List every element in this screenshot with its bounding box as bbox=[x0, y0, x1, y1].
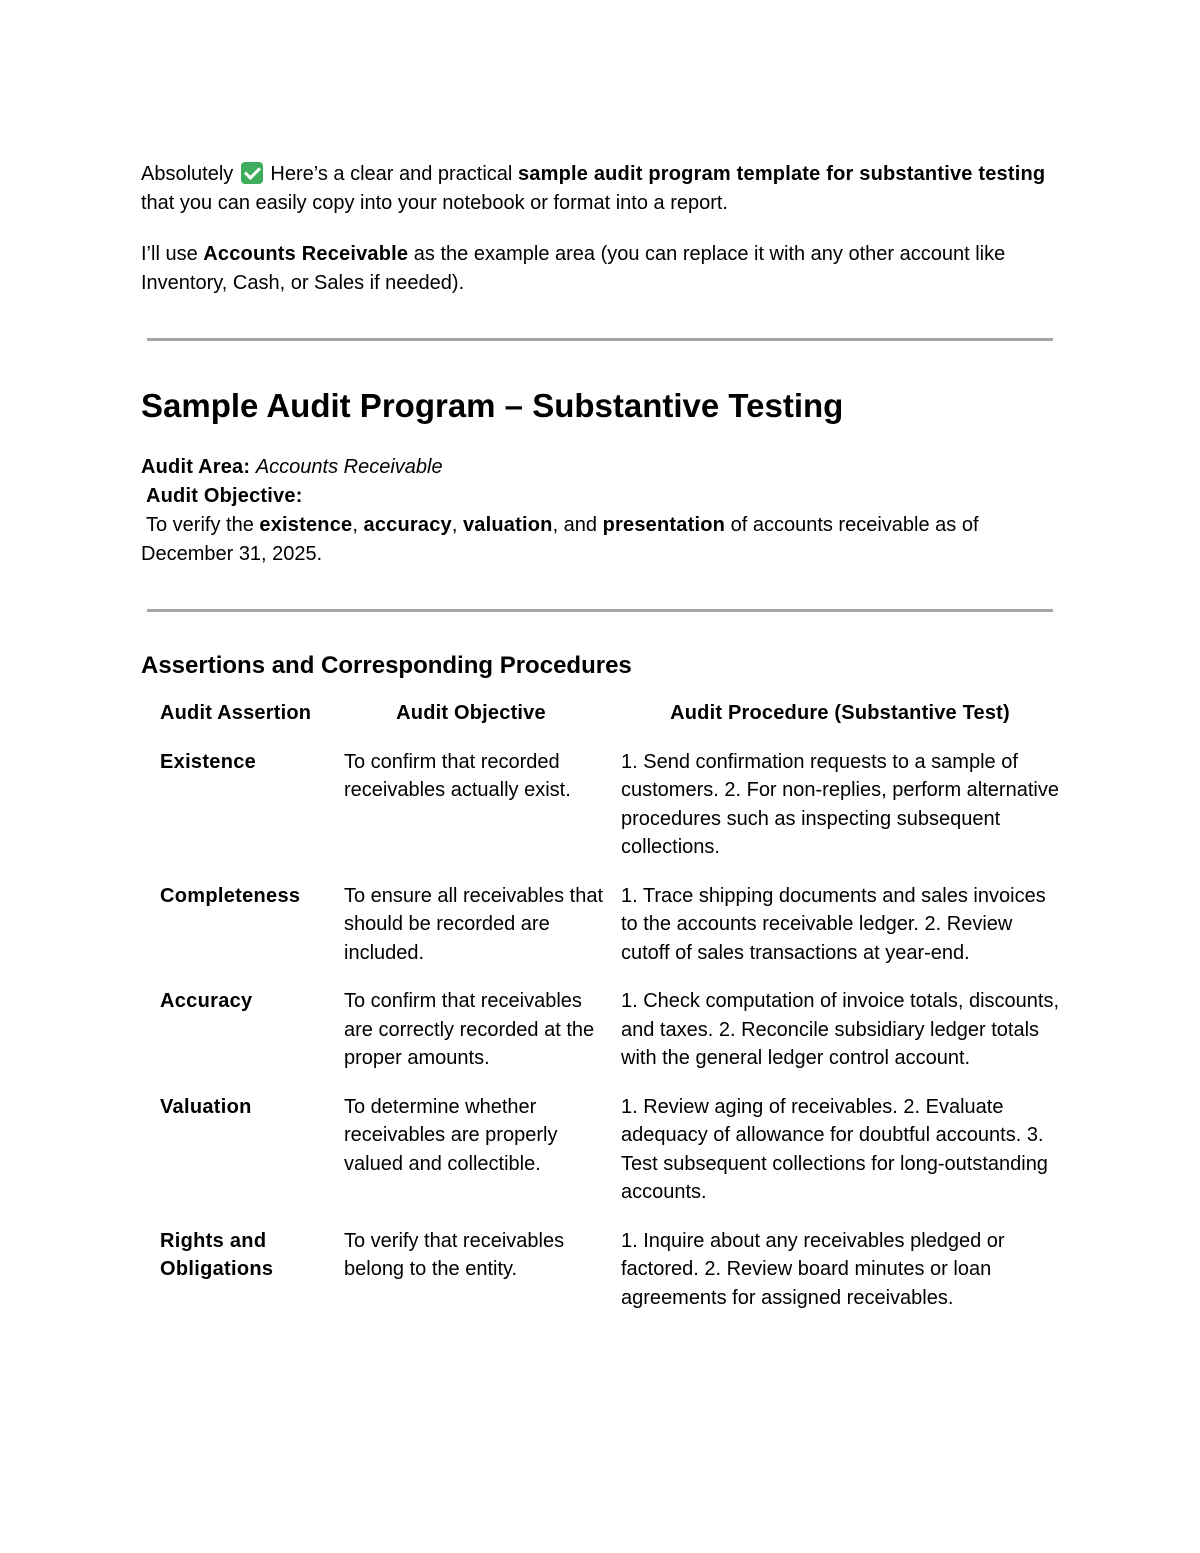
horizontal-divider bbox=[147, 338, 1053, 341]
table-row bbox=[141, 987, 1059, 1093]
check-mark-button-icon bbox=[241, 162, 263, 184]
objective-tail: of accounts receivable as of December 31, 2025. bbox=[141, 514, 979, 565]
objective-cell: To confirm that receivables are correctly recorded at the proper amounts. bbox=[344, 990, 595, 1069]
assertion-cell: Rights and Obligations bbox=[160, 1229, 274, 1280]
audit-meta bbox=[141, 453, 1059, 569]
assertion-cell: Valuation bbox=[160, 1095, 252, 1118]
assertions-table bbox=[141, 699, 1059, 1332]
column-header: Audit Procedure (Substantive Test) bbox=[670, 702, 1010, 724]
assertion-cell: Accuracy bbox=[160, 990, 253, 1012]
procedure-cell: 1. Send confirmation requests to a sample of customers. 2. For non-replies, perform alternative procedures such as inspecting subsequent collections. bbox=[621, 750, 1059, 858]
intro-tail: that you can easily copy into your notebook or format into a report. bbox=[141, 192, 728, 214]
audit-area-value: Accounts Receivable bbox=[255, 456, 443, 478]
objective-cell: To determine whether receivables are properly valued and collectible. bbox=[344, 1095, 558, 1175]
table-row bbox=[141, 1093, 1059, 1227]
intro-mid: Here’s a clear and practical bbox=[264, 163, 518, 185]
objective-sep: , and bbox=[552, 514, 603, 536]
audit-area-label: Audit Area: bbox=[141, 456, 251, 478]
column-header: Audit Objective bbox=[396, 702, 546, 724]
table-row bbox=[141, 882, 1059, 988]
table-header-row bbox=[141, 699, 1059, 748]
assertion-cell: Completeness bbox=[160, 884, 301, 907]
table-row bbox=[141, 748, 1059, 882]
audit-area-line bbox=[141, 453, 1059, 482]
objective-cell: To ensure all receivables that should be recorded are included. bbox=[344, 884, 604, 964]
objective-accuracy: accuracy bbox=[363, 514, 452, 536]
objective-sep: , bbox=[352, 514, 364, 536]
objective-lead: To verify the bbox=[146, 514, 260, 536]
procedure-cell: 1. Trace shipping documents and sales invoices to the accounts receivable ledger. 2. Review cutoff of sales transactions at year-end. bbox=[621, 884, 1046, 964]
column-header: Audit Assertion bbox=[160, 702, 312, 724]
section-heading: Assertions and Corresponding Procedures bbox=[141, 652, 632, 679]
document-page bbox=[141, 160, 1059, 1332]
objective-presentation: presentation bbox=[602, 514, 726, 536]
objective-valuation: valuation bbox=[462, 514, 553, 536]
example-bold: Accounts Receivable bbox=[203, 243, 409, 265]
example-tail: as the example area (you can replace it with any other account like Inventory, Cash, or Sales if needed). bbox=[141, 243, 1006, 294]
procedure-cell: 1. Check computation of invoice totals, discounts, and taxes. 2. Reconcile subsidiary ledger totals with the general ledger control account. bbox=[621, 990, 1060, 1069]
objective-cell: To verify that receivables belong to the entity. bbox=[344, 1229, 565, 1280]
intro-lead: Absolutely bbox=[141, 163, 234, 185]
objective-sep: , bbox=[451, 514, 463, 536]
page-title: Sample Audit Program – Substantive Testing bbox=[141, 387, 844, 424]
intro-paragraph bbox=[141, 160, 1059, 218]
procedure-cell: 1. Review aging of receivables. 2. Evaluate adequacy of allowance for doubtful accounts. 3. Test subsequent collections for long-outstanding accounts. bbox=[621, 1095, 1048, 1203]
assertion-cell: Existence bbox=[160, 750, 257, 773]
horizontal-divider bbox=[147, 609, 1053, 612]
procedure-cell: 1. Inquire about any receivables pledged or factored. 2. Review board minutes or loan agreements for assigned receivables. bbox=[621, 1229, 1005, 1309]
example-lead: I’ll use bbox=[141, 243, 204, 265]
audit-objective-text bbox=[141, 511, 1059, 569]
table-row bbox=[141, 1227, 1059, 1333]
objective-cell: To confirm that recorded receivables actually exist. bbox=[344, 750, 571, 801]
intro-bold: sample audit program template for substantive testing bbox=[517, 163, 1046, 185]
example-paragraph bbox=[141, 240, 1059, 298]
audit-objective-label: Audit Objective: bbox=[146, 485, 303, 507]
audit-objective-label-line bbox=[141, 482, 1059, 511]
objective-existence: existence bbox=[259, 514, 353, 536]
